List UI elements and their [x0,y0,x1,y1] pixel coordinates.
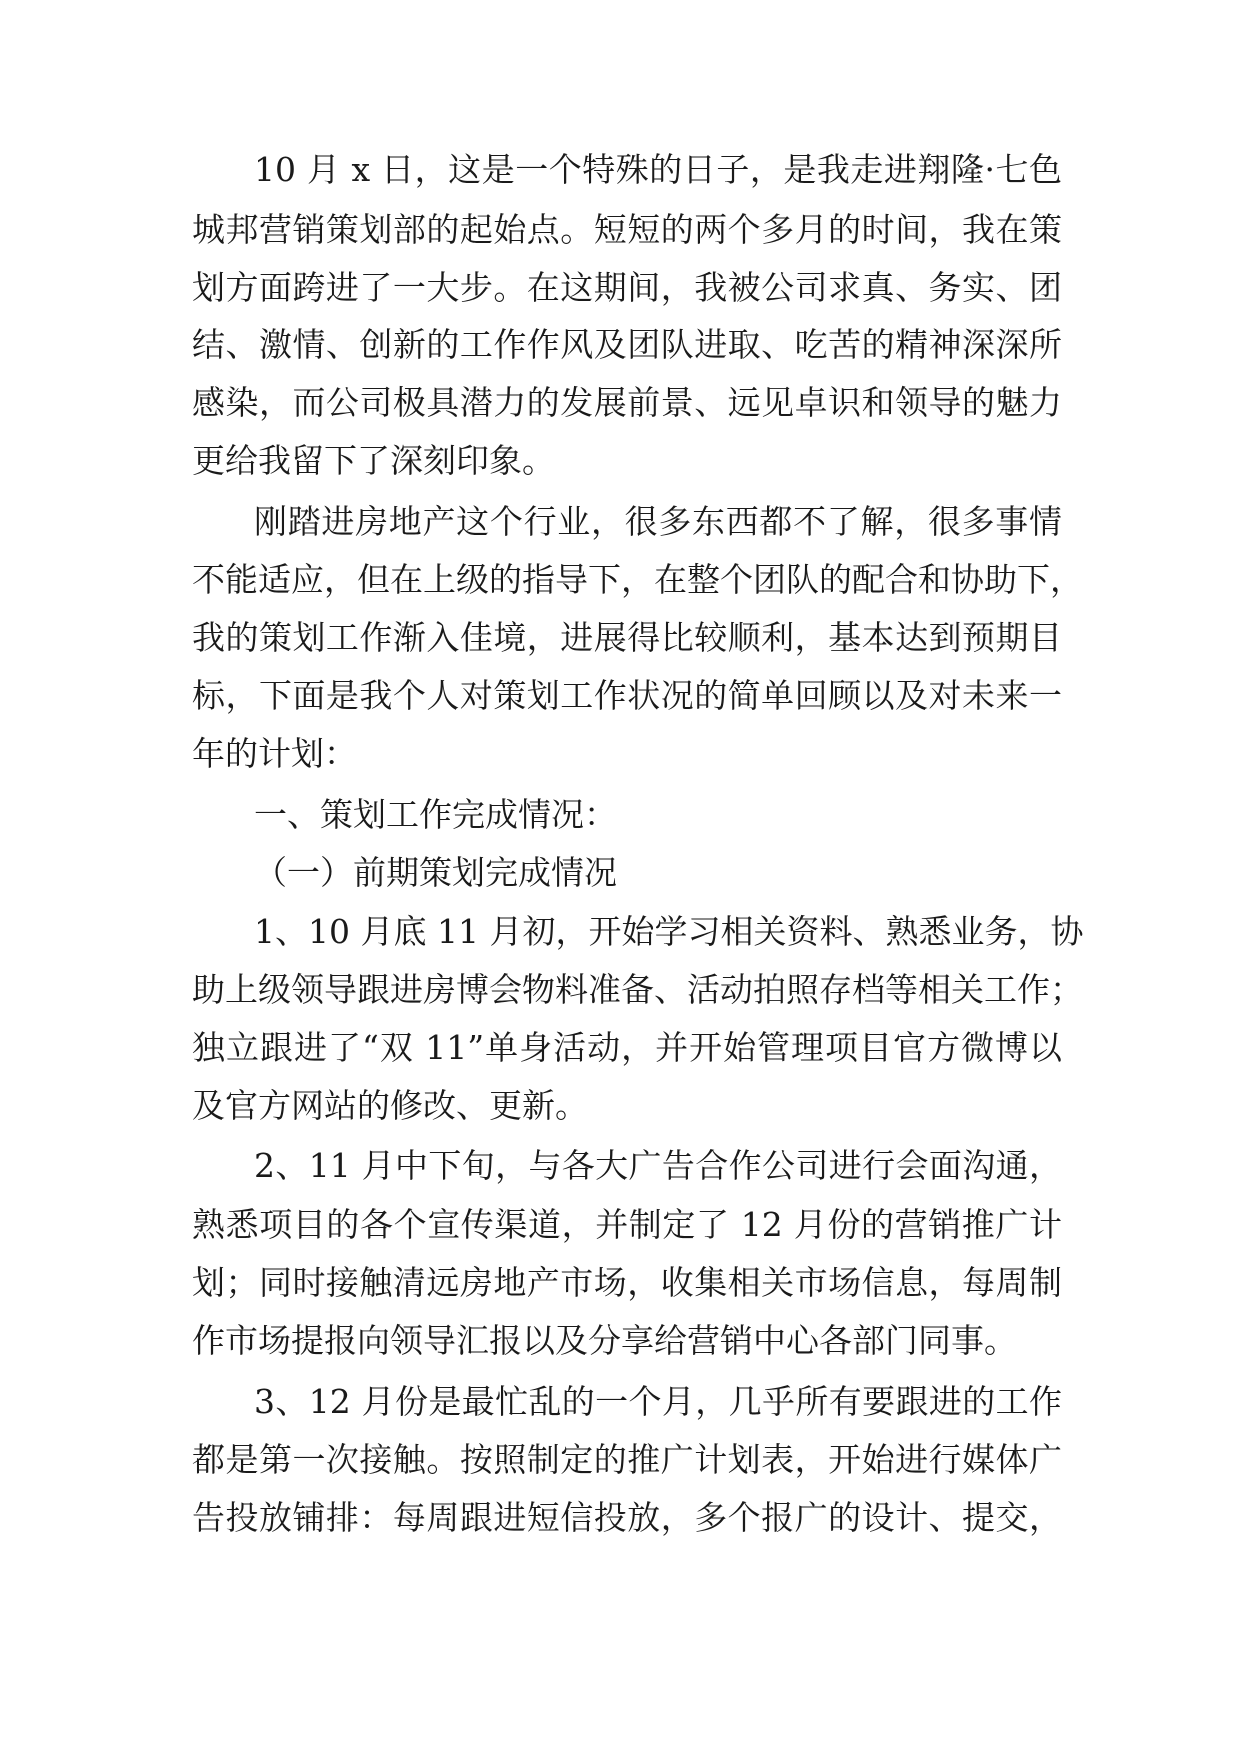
paragraph-1-line-1: 10 月 x 日，这是一个特殊的日子，是我走进翔隆·七色 [254,150,1062,189]
paragraph-1-line-2: 城邦营销策划部的起始点。短短的两个多月的时间，我在策 [192,210,1062,249]
paragraph-1-line-3: 划方面跨进了一大步。在这期间，我被公司求真、务实、团 [192,268,1062,307]
paragraph-2-line-5: 年的计划： [192,734,357,773]
paragraph-1-line-5: 感染，而公司极具潜力的发展前景、远见卓识和领导的魅力 [192,383,1062,422]
paragraph-1-line-4: 结、激情、创新的工作作风及团队进取、吃苦的精神深深所 [192,325,1062,364]
item-1-line-4: 及官方网站的修改、更新。 [192,1086,588,1125]
paragraph-2-line-3: 我的策划工作渐入佳境，进展得比较顺利，基本达到预期目 [192,618,1062,657]
item-2-line-3: 划；同时接触清远房地产市场，收集相关市场信息，每周制 [192,1263,1062,1302]
paragraph-1-line-6: 更给我留下了深刻印象。 [192,441,555,480]
paragraph-2-line-1: 刚踏进房地产这个行业，很多东西都不了解，很多事情 [254,502,1062,541]
item-2-line-2: 熟悉项目的各个宣传渠道，并制定了 12 月份的营销推广计 [192,1205,1062,1244]
paragraph-2-line-4: 标，下面是我个人对策划工作状况的简单回顾以及对未来一 [192,676,1062,715]
item-2-line-4: 作市场提报向领导汇报以及分享给营销中心各部门同事。 [192,1321,1017,1360]
item-3-line-3: 告投放铺排：每周跟进短信投放，多个报广的设计、提交， [192,1498,1062,1537]
item-2-line-1: 2、11 月中下旬，与各大广告合作公司进行会面沟通， [254,1146,1062,1185]
item-3-line-2: 都是第一次接触。按照制定的推广计划表，开始进行媒体广 [192,1440,1062,1479]
subsection-heading: （一）前期策划完成情况 [254,853,617,892]
section-heading: 一、策划工作完成情况： [254,795,617,834]
item-1-line-1: 1、10 月底 11 月初，开始学习相关资料、熟悉业务，协 [254,912,1084,951]
item-3-line-1: 3、12 月份是最忙乱的一个月，几乎所有要跟进的工作 [254,1382,1062,1421]
item-1-line-3: 独立跟进了“双 11”单身活动，并开始管理项目官方微博以 [192,1028,1062,1067]
item-1-line-2: 助上级领导跟进房博会物料准备、活动拍照存档等相关工作； [192,970,1083,1009]
paragraph-2-line-2: 不能适应，但在上级的指导下，在整个团队的配合和协助下， [192,560,1083,599]
